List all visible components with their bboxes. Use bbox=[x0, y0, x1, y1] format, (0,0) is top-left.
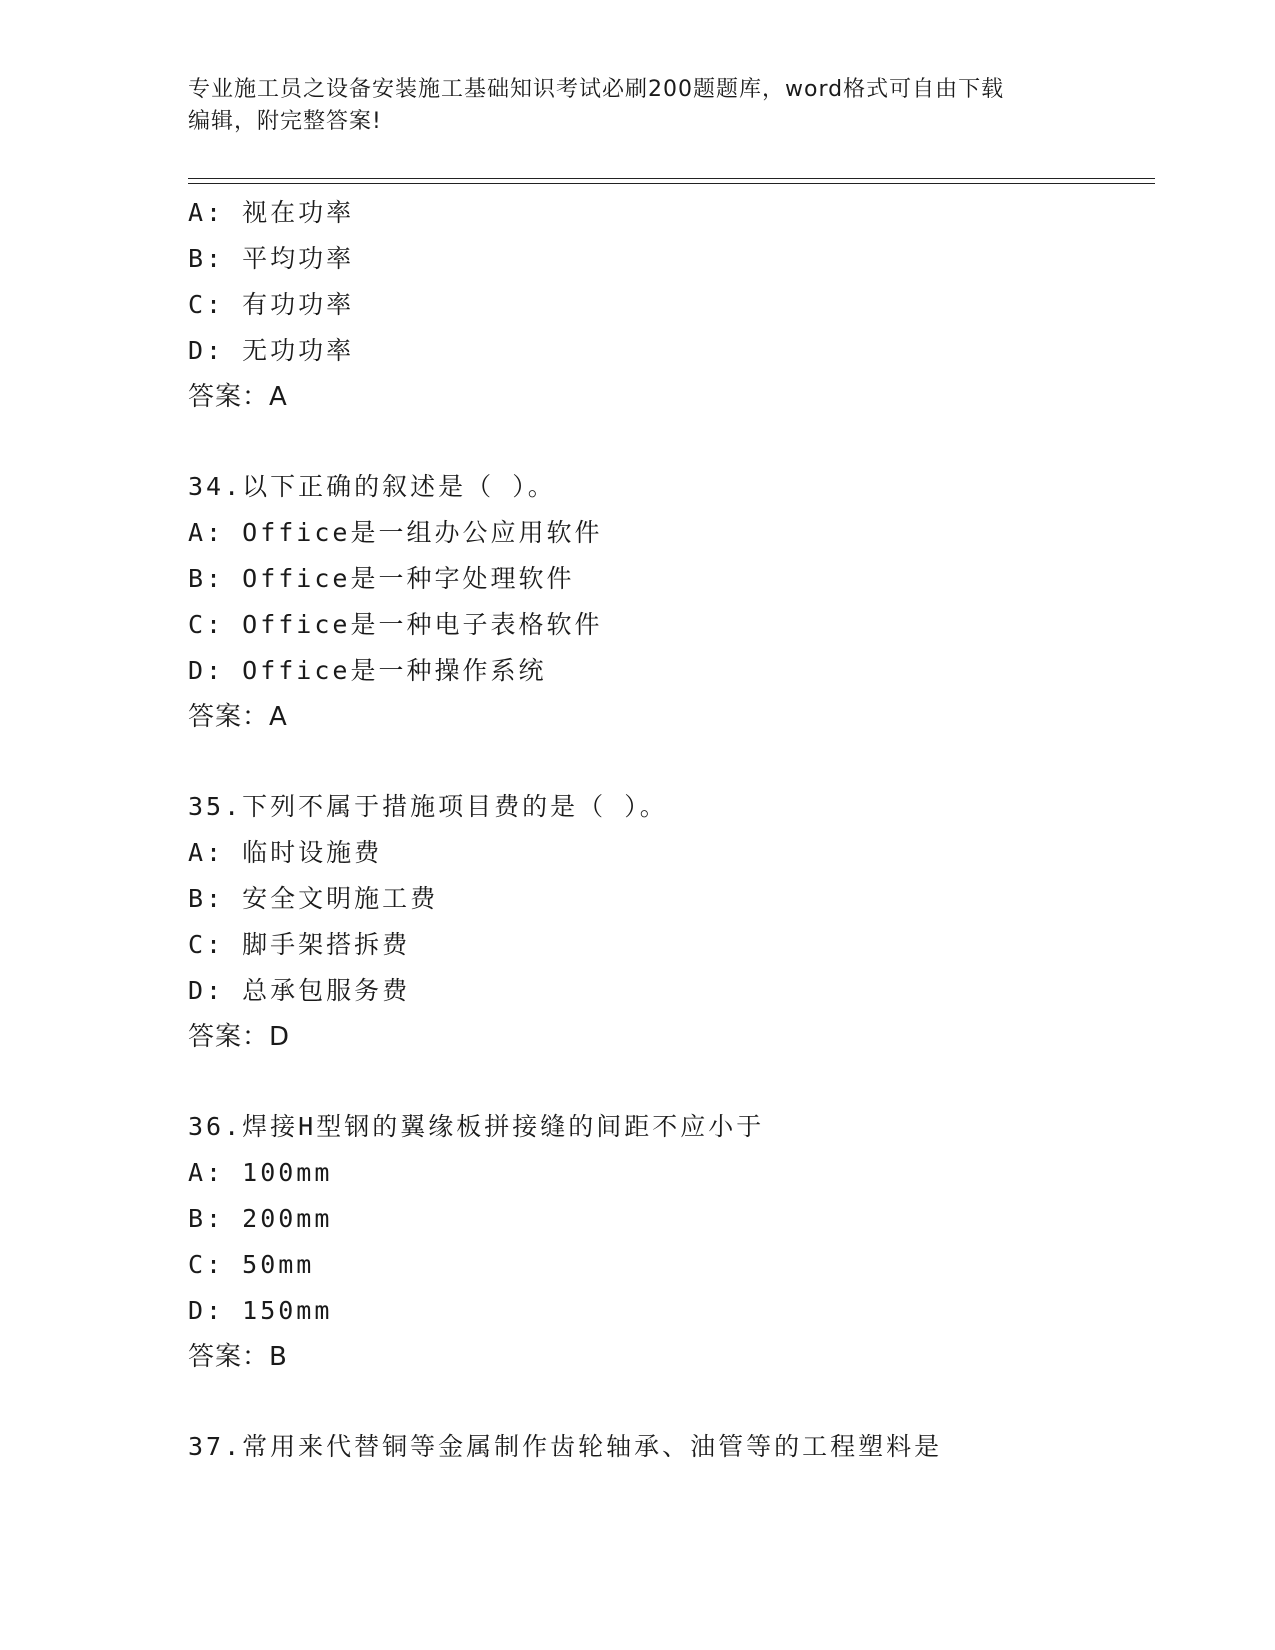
option-b: B: 安全文明施工费 bbox=[188, 884, 439, 913]
option-b: B: Office是一种字处理软件 bbox=[188, 564, 575, 593]
document-header bbox=[188, 74, 1068, 138]
option-a: A: 100mm bbox=[188, 1158, 333, 1187]
header-title-line-2: 编辑，附完整答案! bbox=[188, 109, 382, 134]
question-text: 34.以下正确的叙述是（ ）。 bbox=[188, 472, 556, 501]
option-b: B: 平均功率 bbox=[188, 244, 355, 273]
option-b: B: 200mm bbox=[188, 1204, 333, 1233]
answer-line: 答案：A bbox=[188, 702, 288, 732]
answer-line: 答案：D bbox=[188, 1022, 291, 1052]
option-d: D: 总承包服务费 bbox=[188, 976, 411, 1005]
option-a: A: 视在功率 bbox=[188, 198, 355, 227]
spacer bbox=[188, 740, 1155, 784]
answer-line: 答案：A bbox=[188, 382, 288, 412]
header-divider-bottom bbox=[188, 183, 1155, 184]
option-c: C: 50mm bbox=[188, 1250, 315, 1279]
option-c: C: Office是一种电子表格软件 bbox=[188, 610, 603, 639]
option-d: D: 150mm bbox=[188, 1296, 333, 1325]
spacer bbox=[188, 1060, 1155, 1104]
spacer bbox=[188, 1380, 1155, 1424]
question-text: 36.焊接H型钢的翼缘板拼接缝的间距不应小于 bbox=[188, 1112, 765, 1141]
option-d: D: 无功功率 bbox=[188, 336, 355, 365]
spacer bbox=[188, 420, 1155, 464]
option-c: C: 有功功率 bbox=[188, 290, 355, 319]
question-text: 37.常用来代替铜等金属制作齿轮轴承、油管等的工程塑料是 bbox=[188, 1432, 943, 1461]
option-d: D: Office是一种操作系统 bbox=[188, 656, 547, 685]
question-34 bbox=[188, 464, 1155, 740]
question-33 bbox=[188, 190, 1155, 420]
question-text: 35.下列不属于措施项目费的是（ ）。 bbox=[188, 792, 668, 821]
question-list bbox=[188, 190, 1155, 1470]
header-divider-top bbox=[188, 178, 1155, 179]
option-c: C: 脚手架搭拆费 bbox=[188, 930, 411, 959]
question-37 bbox=[188, 1424, 1155, 1470]
question-35 bbox=[188, 784, 1155, 1060]
question-36 bbox=[188, 1104, 1155, 1380]
answer-line: 答案：B bbox=[188, 1342, 288, 1372]
option-a: A: Office是一组办公应用软件 bbox=[188, 518, 603, 547]
option-a: A: 临时设施费 bbox=[188, 838, 383, 867]
header-title-line-1: 专业施工员之设备安装施工基础知识考试必刷200题题库，word格式可自由下载 bbox=[188, 77, 1005, 102]
